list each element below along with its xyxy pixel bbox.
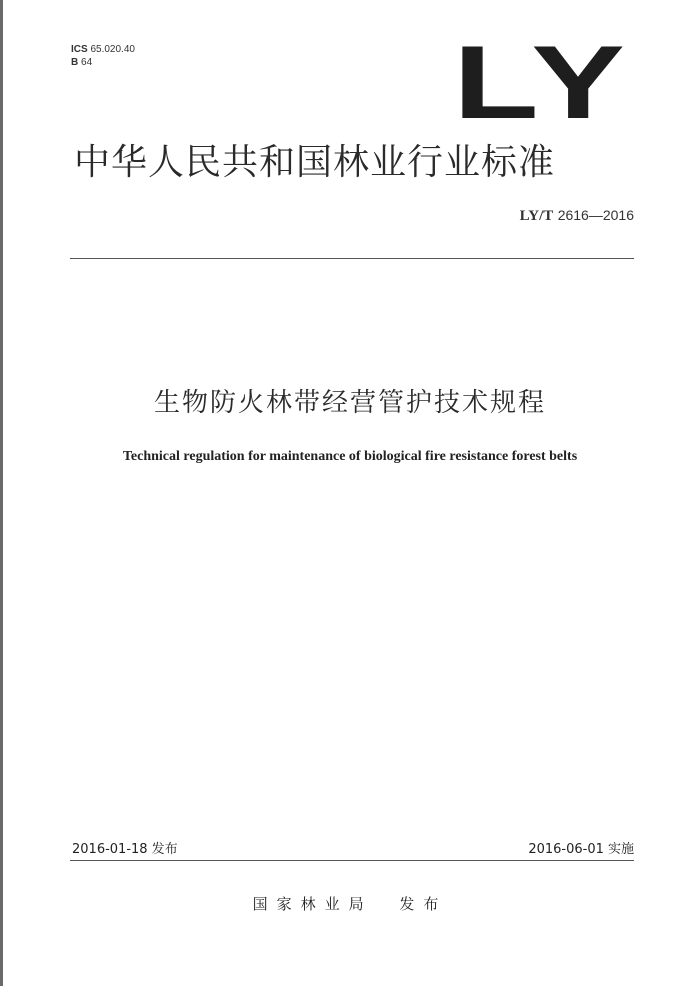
standard-number — [520, 207, 634, 225]
ly-logo: LY — [453, 25, 631, 141]
ics-code: 65.020.40 — [90, 44, 135, 55]
publisher-action: 发布 — [399, 895, 448, 913]
implement-date: 2016-06-01 实施 — [528, 842, 634, 857]
publisher-line — [0, 893, 700, 914]
ccs-line — [71, 56, 135, 69]
classification-codes — [71, 43, 135, 69]
top-divider — [70, 258, 634, 259]
standard-number-value: 2616—2016 — [557, 207, 634, 223]
ics-label: ICS — [71, 44, 88, 55]
publisher-org: 国家林业局 — [252, 895, 373, 913]
document-title-zh: 生物防火林带经营管护技术规程 — [153, 388, 546, 418]
ics-line — [71, 43, 135, 56]
issue-date: 2016-01-18 发布 — [72, 842, 178, 857]
document-title-en: Technical regulation for maintenance of biological fire resistance forest belts — [122, 449, 578, 464]
ccs-code: 64 — [81, 57, 93, 68]
standard-number-prefix: LY/T — [519, 208, 554, 224]
page-edge — [0, 0, 3, 986]
ccs-label: B — [71, 57, 79, 68]
bottom-divider — [70, 860, 634, 861]
standard-category-title: 中华人民共和国林业行业标准 — [74, 142, 556, 183]
